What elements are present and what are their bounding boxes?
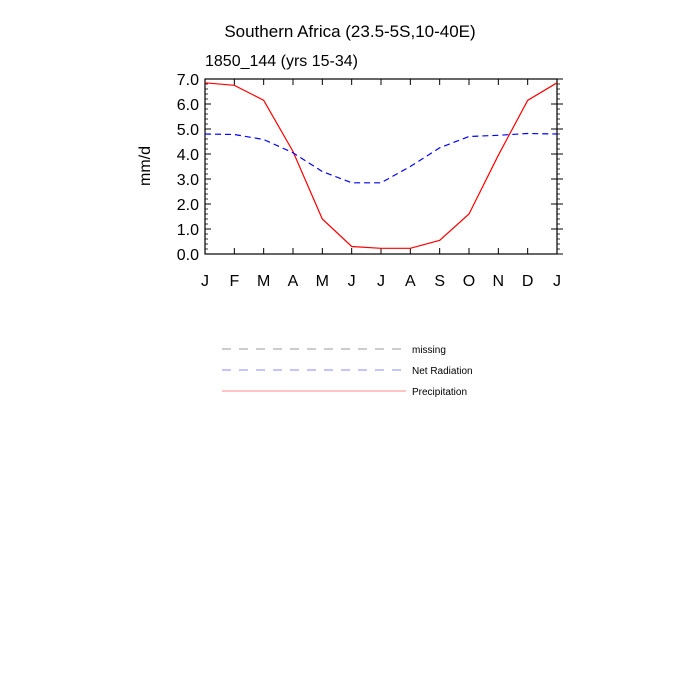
x-tick-label: M <box>257 273 271 290</box>
y-tick-label: 0.0 <box>176 247 199 264</box>
legend <box>222 345 473 398</box>
x-tick-label: A <box>404 273 416 290</box>
plot-frame <box>205 79 557 254</box>
x-tick-label: J <box>553 273 561 290</box>
x-tick-label: M <box>315 273 329 290</box>
legend-label: missing <box>412 345 446 356</box>
series-line-net-radiation <box>205 134 557 183</box>
legend-label: Net Radiation <box>412 366 473 377</box>
x-tick-label: F <box>229 273 240 290</box>
y-tick-label: 6.0 <box>176 97 199 114</box>
series-line-precipitation <box>205 83 557 249</box>
x-tick-label: N <box>492 273 505 290</box>
x-tick-label: J <box>201 273 209 290</box>
series-lines <box>205 83 557 249</box>
y-tick-label: 7.0 <box>176 72 199 89</box>
x-tick-label: A <box>287 273 299 290</box>
x-tick-label: J <box>377 273 385 290</box>
y-tick-label: 4.0 <box>176 147 199 164</box>
chart-title: Southern Africa (23.5-5S,10-40E) <box>224 22 476 41</box>
y-tick-label: 2.0 <box>176 197 199 214</box>
x-tick-label: J <box>347 273 356 290</box>
y-tick-label: 5.0 <box>176 122 199 139</box>
x-tick-label: S <box>434 273 446 290</box>
x-tick-label: O <box>462 273 476 290</box>
x-tick-label: D <box>521 273 534 290</box>
y-tick-label: 3.0 <box>176 172 199 189</box>
y-tick-label: 1.0 <box>176 222 199 239</box>
chart-subtitle: 1850_144 (yrs 15-34) <box>205 53 358 70</box>
y-axis-label: mm/d <box>137 146 154 186</box>
legend-label: Precipitation <box>412 387 468 398</box>
axis-ticks <box>177 72 563 290</box>
